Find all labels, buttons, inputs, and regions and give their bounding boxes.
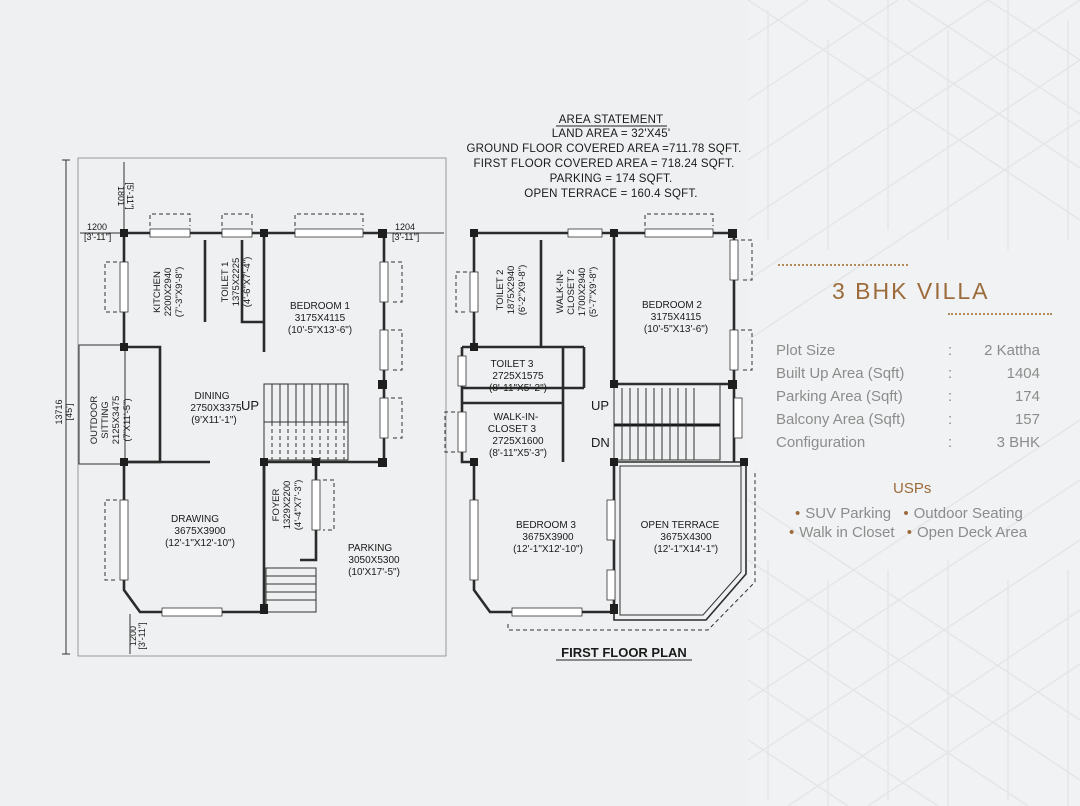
spec-label: Balcony Area (Sqft): [776, 411, 906, 428]
svg-text:TOILET 3: TOILET 3: [490, 359, 534, 370]
area-line-land: LAND AREA = 32'X45': [551, 128, 671, 140]
first-floor-plan-title: FIRST FLOOR PLAN: [561, 645, 687, 660]
usp-item: SUV Parking: [805, 505, 892, 522]
dim-bottom-setback-mm: 1200: [128, 625, 138, 647]
title-dotted-divider-bottom: [948, 313, 1052, 315]
svg-text:2725X1575: 2725X1575: [492, 371, 544, 382]
room-bedroom-1: [288, 301, 352, 336]
bullet-icon: •: [903, 505, 909, 522]
svg-text:(8'-11"X5'-2"): (8'-11"X5'-2"): [489, 383, 547, 394]
usp-row-1: [795, 505, 1023, 522]
svg-text:(10'X17'-5"): (10'X17'-5"): [348, 567, 400, 578]
spec-row-built-up-area: [776, 365, 1040, 388]
svg-text:(10'-5"X13'-6"): (10'-5"X13'-6"): [287, 325, 353, 336]
title-dotted-divider-top: [778, 264, 908, 266]
area-line-first: FIRST FLOOR COVERED AREA = 718.24 SQFT.: [473, 158, 735, 170]
room-toilet-1: [220, 257, 253, 308]
usp-item: Walk in Closet: [799, 524, 895, 541]
room-walk-in-closet-3: [488, 412, 547, 459]
svg-text:2750X3375: 2750X3375: [190, 403, 242, 414]
svg-text:(8'-11"X5'-3"): (8'-11"X5'-3"): [489, 448, 547, 459]
svg-text:WALK-IN-: WALK-IN-: [493, 412, 539, 423]
dim-right-setback-ft: [3'-11"]: [392, 232, 420, 242]
bullet-icon: •: [795, 505, 801, 522]
svg-text:DINING: DINING: [194, 391, 230, 402]
svg-text:WALK-IN-: WALK-IN-: [555, 270, 566, 314]
room-foyer: [271, 480, 304, 531]
spec-row-parking-area: [776, 388, 1040, 411]
svg-text:(5'-7"X9'-8"): (5'-7"X9'-8"): [588, 266, 599, 318]
room-parking: [348, 543, 400, 578]
spec-colon: :: [948, 434, 953, 451]
ground-floor-plan: [54, 158, 446, 656]
first-stairs: [614, 384, 720, 460]
usp-item: Open Deck Area: [917, 524, 1028, 541]
bullet-icon: •: [789, 524, 795, 541]
usp-row-2: [789, 524, 1027, 541]
spec-label: Configuration: [776, 434, 866, 451]
first-stairs-up-label: UP: [591, 398, 610, 413]
spec-label: Built Up Area (Sqft): [776, 365, 905, 382]
area-line-parking: PARKING = 174 SQFT.: [549, 173, 673, 185]
svg-text:1700X2940: 1700X2940: [577, 267, 588, 317]
room-open-terrace: [641, 520, 720, 555]
room-dining: [190, 391, 259, 426]
svg-text:(12'-1"X14'-1"): (12'-1"X14'-1"): [653, 544, 719, 555]
dim-left-total-mm: 13716: [54, 399, 64, 425]
usp-item: Outdoor Seating: [913, 505, 1023, 522]
svg-text:2200X2940: 2200X2940: [163, 267, 174, 317]
svg-text:(7'-3"X9'-8"): (7'-3"X9'-8"): [174, 266, 185, 318]
svg-text:(12'-1"X12'-10"): (12'-1"X12'-10"): [165, 538, 235, 549]
svg-text:BEDROOM 3: BEDROOM 3: [515, 520, 577, 531]
svg-text:CLOSET 2: CLOSET 2: [566, 269, 577, 315]
svg-text:(4'-6"X7'-4"): (4'-6"X7'-4"): [242, 256, 253, 308]
room-toilet-2: [495, 265, 528, 316]
spec-colon: :: [948, 411, 953, 428]
svg-text:KITCHEN: KITCHEN: [152, 271, 163, 313]
svg-text:1875X2940: 1875X2940: [506, 265, 517, 315]
first-stairs-dn-label: DN: [591, 435, 610, 450]
spec-colon: :: [948, 388, 953, 405]
stairs-up-label: UP: [241, 398, 260, 413]
spec-colon: :: [948, 342, 953, 359]
dim-left-setback-ft: [3'-11"]: [84, 232, 112, 242]
svg-text:PARKING: PARKING: [347, 543, 393, 554]
spec-value: 157: [1014, 411, 1040, 428]
specs-table: [776, 342, 1040, 457]
svg-text:BEDROOM 1: BEDROOM 1: [289, 301, 351, 312]
dim-left-setback-mm: 1200: [87, 222, 108, 232]
dim-top-offset-ft: [5'-11"]: [125, 182, 135, 210]
svg-text:SITTING: SITTING: [100, 401, 111, 439]
room-bedroom-2: [642, 300, 708, 335]
spec-label: Parking Area (Sqft): [776, 388, 903, 405]
svg-text:3175X4115: 3175X4115: [650, 312, 702, 323]
dim-top-offset-mm: 1801: [116, 185, 126, 207]
svg-text:DRAWING: DRAWING: [171, 514, 219, 525]
villa-title: 3 BHK VILLA: [832, 278, 990, 304]
svg-text:1329X2200: 1329X2200: [282, 480, 293, 530]
svg-text:3675X3900: 3675X3900: [174, 526, 226, 537]
svg-text:TOILET 2: TOILET 2: [495, 269, 506, 311]
first-floor-plan: [445, 214, 755, 660]
svg-text:3675X4300: 3675X4300: [660, 532, 712, 543]
svg-text:1375X2225: 1375X2225: [231, 257, 242, 307]
room-walk-in-closet-2: [555, 267, 599, 318]
svg-text:(4'-4"X7'-3"): (4'-4"X7'-3"): [293, 479, 304, 531]
spec-label: Plot Size: [776, 342, 836, 359]
dim-right-setback-mm: 1204: [395, 222, 416, 232]
room-kitchen: [152, 267, 185, 318]
spec-row-balcony-area: [776, 411, 1040, 434]
spec-row-plot-size: [776, 342, 1040, 365]
area-statement-heading: AREA STATEMENT: [558, 114, 664, 126]
svg-text:2125X3475: 2125X3475: [111, 395, 122, 445]
svg-text:(7'X11'-5"): (7'X11'-5"): [122, 398, 133, 442]
svg-text:BEDROOM 2: BEDROOM 2: [641, 300, 703, 311]
room-bedroom-3: [513, 520, 583, 555]
room-toilet-3: [489, 359, 547, 394]
svg-text:(12'-1"X12'-10"): (12'-1"X12'-10"): [513, 544, 583, 555]
svg-text:(6'-2"X9'-8"): (6'-2"X9'-8"): [517, 264, 528, 316]
area-line-terrace: OPEN TERRACE = 160.4 SQFT.: [524, 188, 698, 200]
spec-value: 1404: [1006, 365, 1040, 382]
dim-bottom-setback-ft: [3'-11"]: [137, 622, 147, 650]
spec-value: 2 Kattha: [984, 342, 1040, 359]
area-statement: [466, 114, 741, 200]
svg-text:OPEN TERRACE: OPEN TERRACE: [640, 520, 720, 531]
area-line-ground: GROUND FLOOR COVERED AREA =711.78 SQFT.: [466, 143, 742, 155]
svg-text:3050X5300: 3050X5300: [348, 555, 400, 566]
svg-text:CLOSET 3: CLOSET 3: [487, 424, 537, 435]
room-drawing: [165, 514, 235, 549]
spec-row-configuration: [776, 434, 1040, 457]
svg-text:3675X3900: 3675X3900: [522, 532, 574, 543]
svg-text:FOYER: FOYER: [271, 488, 282, 522]
bullet-icon: •: [906, 524, 913, 541]
spec-value: 174: [1014, 388, 1040, 405]
svg-text:3175X4115: 3175X4115: [294, 313, 346, 324]
spec-value: 3 BHK: [996, 434, 1040, 451]
svg-text:TOILET 1: TOILET 1: [220, 261, 231, 303]
svg-text:(9'X11'-1"): (9'X11'-1"): [191, 415, 237, 426]
svg-text:OUTDOOR: OUTDOOR: [89, 395, 100, 445]
spec-colon: :: [948, 365, 953, 382]
dim-left-total-ft: [45']: [64, 403, 74, 421]
usps-heading: USPs: [893, 480, 932, 497]
svg-text:(10'-5"X13'-6"): (10'-5"X13'-6"): [643, 324, 709, 335]
room-outdoor-sitting: [89, 396, 133, 445]
svg-text:2725X1600: 2725X1600: [492, 436, 544, 447]
